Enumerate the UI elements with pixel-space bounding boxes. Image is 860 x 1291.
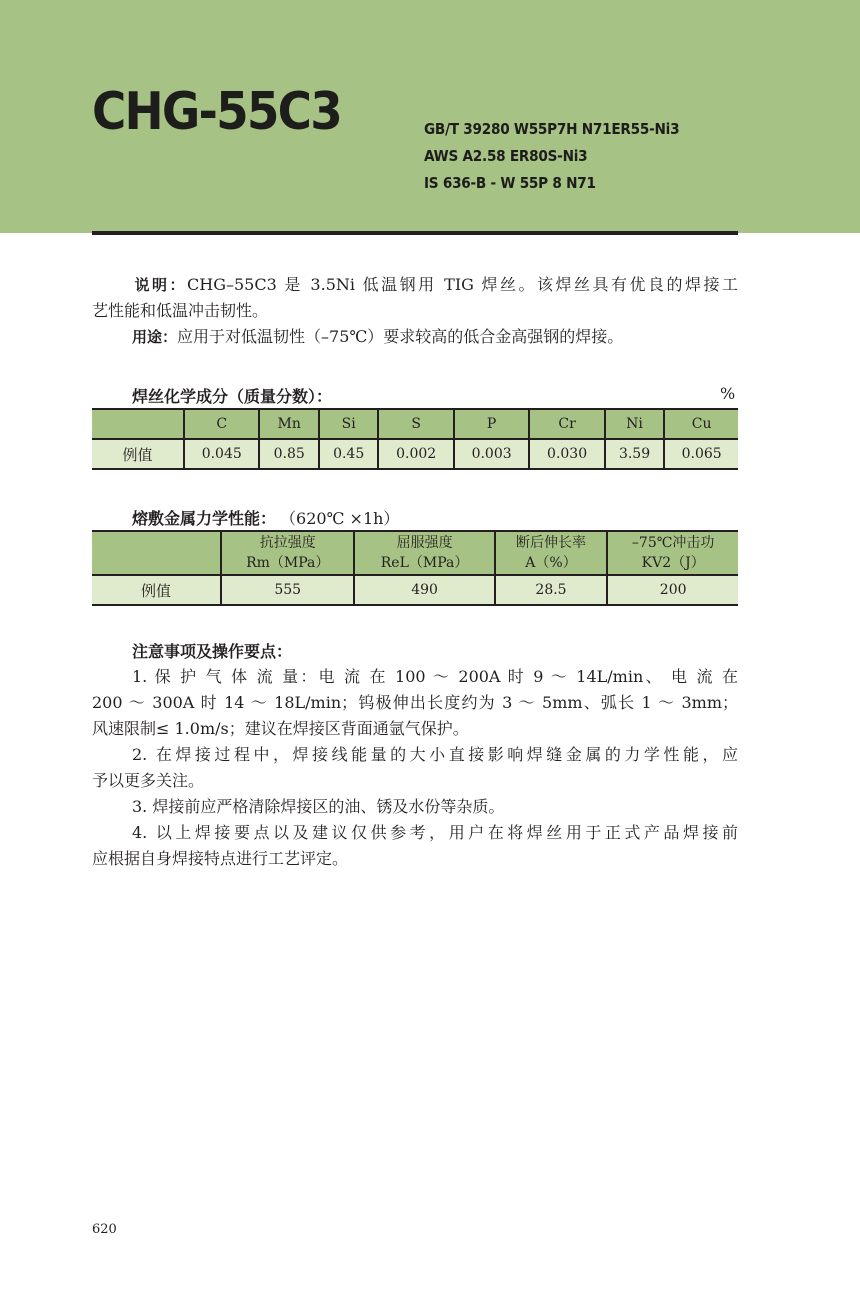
mechanical-col-tensile bbox=[221, 531, 354, 575]
mechanical-condition: （620℃ ×1h） bbox=[288, 509, 400, 528]
standard-gb: GB/T 39280 W55P7H N71ER55-Ni3 bbox=[424, 120, 680, 138]
description-label: 说明： bbox=[132, 276, 187, 294]
chemical-value-cu: 0.065 bbox=[664, 439, 738, 469]
impact-unit: KV2（J） bbox=[641, 555, 705, 571]
description-paragraph bbox=[92, 272, 738, 350]
mechanical-value-row bbox=[92, 575, 738, 605]
mechanical-header-blank bbox=[92, 531, 221, 575]
description-line-1: CHG–55C3 是 3.5Ni 低温钢用 TIG 焊丝。该焊丝具有优良的焊接工 bbox=[187, 275, 738, 294]
elongation-unit: A（%） bbox=[525, 555, 577, 571]
impact-name: –75℃冲击功 bbox=[631, 535, 715, 551]
note-1-line-3: 风速限制≤ 1.0m/s；建议在焊接区背面通氩气保护。 bbox=[92, 719, 469, 738]
chemical-header-row bbox=[92, 409, 738, 439]
elongation-name: 断后伸长率 bbox=[516, 535, 587, 551]
standards-list bbox=[424, 116, 714, 197]
notes-list bbox=[92, 664, 738, 872]
chemical-unit: % bbox=[720, 384, 736, 403]
notes-heading: 注意事项及操作要点： bbox=[132, 642, 293, 661]
chemical-row-label: 例值 bbox=[92, 439, 184, 469]
mechanical-heading-label: 熔敷金属力学性能： bbox=[132, 509, 277, 528]
chemical-col-c: C bbox=[184, 409, 259, 439]
header-divider bbox=[92, 231, 738, 235]
chemical-col-cr: Cr bbox=[529, 409, 604, 439]
chemical-composition-table bbox=[92, 408, 738, 470]
tensile-unit: Rm（MPa） bbox=[246, 555, 330, 571]
chemical-value-s: 0.002 bbox=[378, 439, 453, 469]
mechanical-col-yield bbox=[354, 531, 494, 575]
chemical-col-ni: Ni bbox=[605, 409, 664, 439]
note-1-line-2: 200 ～ 300A 时 14 ～ 18L/min；钨极伸出长度约为 3 ～ 5mm、弧长 1 ～ 3mm； bbox=[92, 693, 738, 712]
chemical-value-mn: 0.85 bbox=[259, 439, 318, 469]
note-1-line-1: 1. 保 护 气 体 流 量：电 流 在 100 ～ 200A 时 9 ～ 14L/min、 电 流 在 bbox=[132, 667, 738, 686]
chemical-col-p: P bbox=[454, 409, 529, 439]
mechanical-value-impact: 200 bbox=[607, 575, 738, 605]
tensile-name: 抗拉强度 bbox=[259, 535, 316, 551]
usage-text: 应用于对低温韧性（–75℃）要求较高的低合金高强钢的焊接。 bbox=[177, 327, 624, 346]
standard-is: IS 636-B - W 55P 8 N71 bbox=[424, 174, 596, 192]
standard-aws: AWS A2.58 ER80S-Ni3 bbox=[424, 147, 588, 165]
chemical-value-cr: 0.030 bbox=[529, 439, 604, 469]
mechanical-properties-table bbox=[92, 530, 738, 606]
product-title: CHG-55C3 bbox=[92, 82, 341, 142]
yield-unit: ReL（MPa） bbox=[380, 555, 469, 571]
mechanical-heading bbox=[132, 506, 399, 529]
mechanical-value-elongation: 28.5 bbox=[495, 575, 608, 605]
mechanical-row-label: 例值 bbox=[92, 575, 221, 605]
chemical-header-blank bbox=[92, 409, 184, 439]
chemical-value-ni: 3.59 bbox=[605, 439, 664, 469]
description-line-2: 艺性能和低温冲击韧性。 bbox=[92, 301, 269, 320]
usage-label: 用途： bbox=[132, 328, 178, 346]
chemical-col-mn: Mn bbox=[259, 409, 318, 439]
chemical-col-cu: Cu bbox=[664, 409, 738, 439]
page-number: 620 bbox=[92, 1222, 117, 1237]
yield-name: 屈服强度 bbox=[396, 535, 453, 551]
mechanical-value-tensile: 555 bbox=[221, 575, 354, 605]
chemical-value-row bbox=[92, 439, 738, 469]
note-2-line-2: 予以更多关注。 bbox=[92, 771, 205, 790]
note-2-line-1: 2. 在焊接过程中，焊接线能量的大小直接影响焊缝金属的力学性能，应 bbox=[132, 745, 738, 764]
chemical-heading: 焊丝化学成分（质量分数）： bbox=[132, 387, 333, 406]
mechanical-header-row bbox=[92, 531, 738, 575]
mechanical-value-yield: 490 bbox=[354, 575, 494, 605]
note-4-line-2: 应根据自身焊接特点进行工艺评定。 bbox=[92, 849, 349, 868]
chemical-value-p: 0.003 bbox=[454, 439, 529, 469]
note-3: 3. 焊接前应严格清除焊接区的油、锈及水份等杂质。 bbox=[132, 797, 505, 816]
chemical-col-s: S bbox=[378, 409, 453, 439]
mechanical-col-impact bbox=[607, 531, 738, 575]
mechanical-col-elongation bbox=[495, 531, 608, 575]
chemical-value-c: 0.045 bbox=[184, 439, 259, 469]
note-4-line-1: 4. 以上焊接要点以及建议仅供参考，用户在将焊丝用于正式产品焊接前 bbox=[132, 823, 738, 842]
chemical-col-si: Si bbox=[319, 409, 378, 439]
chemical-value-si: 0.45 bbox=[319, 439, 378, 469]
